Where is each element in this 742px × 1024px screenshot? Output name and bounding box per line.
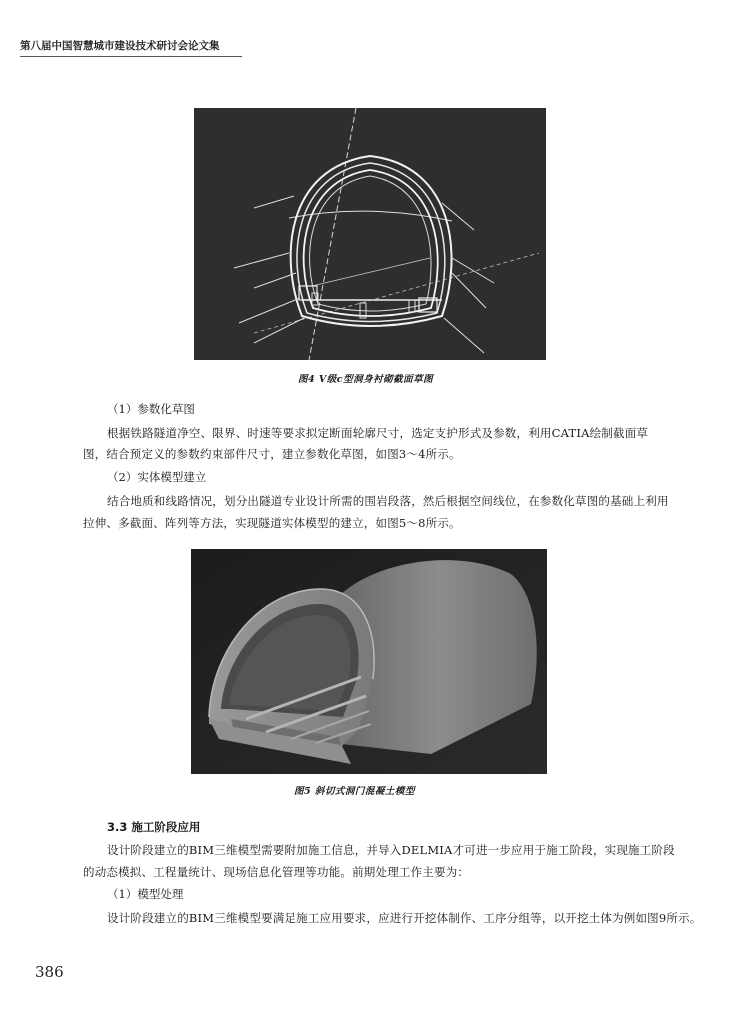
paragraph-line: 结合地质和线路情况，划分出隧道专业设计所需的围岩段落，然后根据空间线位，在参数化草图的基础上利用 — [107, 494, 669, 508]
paragraph-line: 根据铁路隧道净空、限界、时速等要求拟定断面轮廓尺寸，选定支护形式及参数，利用CATIA绘制截面草 — [107, 426, 649, 440]
tunnel-section-sketch — [194, 108, 546, 360]
figure-5-caption: 图5 斜切式洞门混凝土模型 — [294, 786, 415, 797]
paragraph-line: 设计阶段建立的BIM三维模型要满足施工应用要求，应进行开挖体制作、工序分组等，以开挖土体为例如图9所示。 — [107, 911, 702, 925]
paragraph-line: 拉伸、多截面、阵列等方法，实现隧道实体模型的建立，如图5～8所示。 — [83, 516, 461, 530]
subheading-solid-model: （2）实体模型建立 — [107, 470, 207, 484]
paragraph-line: 图，结合预定义的参数约束部件尺寸，建立参数化草图，如图3～4所示。 — [83, 447, 461, 461]
header-rule — [20, 56, 242, 57]
running-header: 第八届中国智慧城市建设技术研讨会论文集 — [20, 40, 220, 52]
page-number: 386 — [35, 963, 64, 981]
figure-4-image — [194, 108, 546, 360]
subheading-model-processing: （1）模型处理 — [107, 887, 184, 901]
tunnel-portal-model — [191, 549, 547, 774]
figure-4-caption: 图4 V级c型洞身衬砌截面草图 — [298, 374, 434, 385]
figure-5-image — [191, 549, 547, 774]
section-heading: 3.3 施工阶段应用 — [107, 820, 201, 834]
subheading-parametric-sketch: （1）参数化草图 — [107, 402, 195, 416]
paragraph-line: 的动态模拟、工程量统计、现场信息化管理等功能。前期处理工作主要为： — [83, 865, 470, 879]
paragraph-line: 设计阶段建立的BIM三维模型需要附加施工信息，并导入DELMIA才可进一步应用于施工阶段，实现施工阶段 — [107, 843, 675, 857]
